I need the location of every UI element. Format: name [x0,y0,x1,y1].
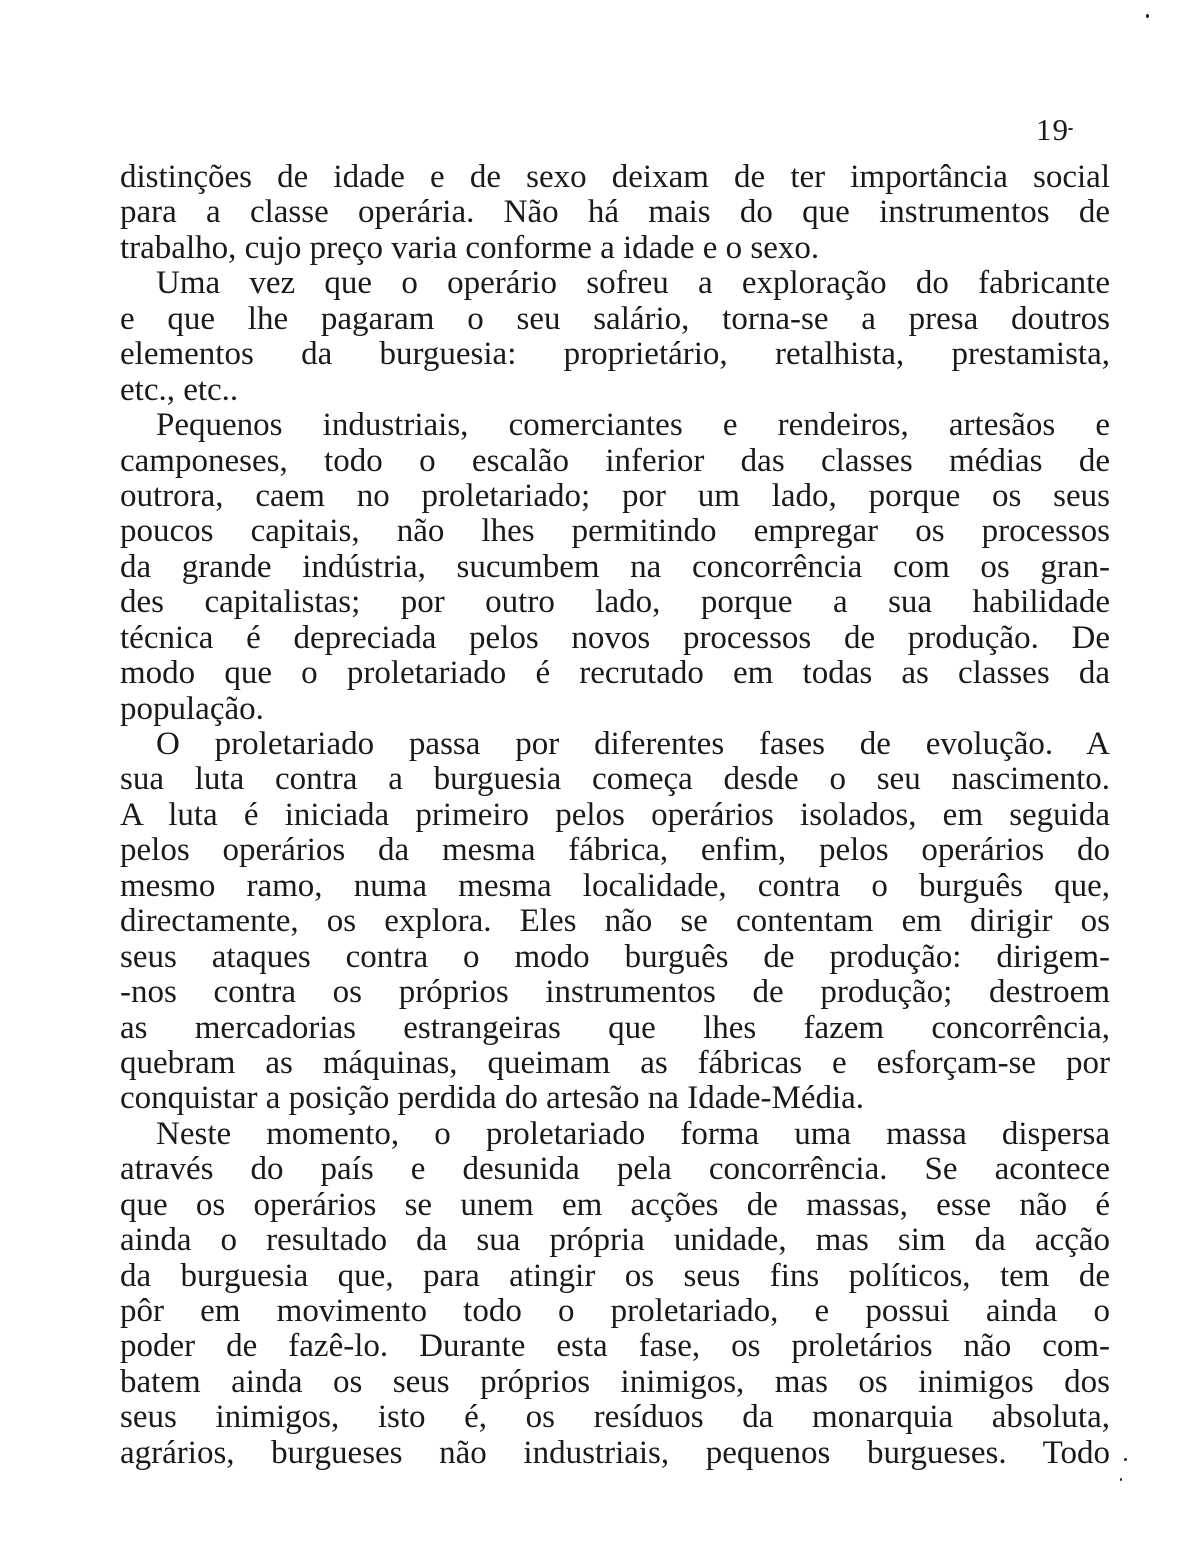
text-line: elementos da burguesia: proprietário, retalhista, prestamista, [120,336,1110,373]
text-line: directamente, os explora. Eles não se contentam em dirigir os [120,903,1110,940]
text-line: para a classe operária. Não há mais do que instrumentos de [120,194,1110,231]
text-line: pôr em movimento todo o proletariado, e possui ainda o [120,1293,1110,1329]
text-line: modo que o proletariado é recrutado em todas as classes da [120,655,1110,692]
text-line: A luta é iniciada primeiro pelos operários isolados, em seguida [120,796,1110,833]
text-line: distinções de idade e de sexo deixam de ter importância social [120,159,1110,195]
text-line: -nos contra os próprios instrumentos de produção; destroem [120,974,1110,1011]
text-line: sua luta contra a burguesia começa desde o seu nascimento. [120,761,1110,798]
scan-speck [1120,1478,1122,1481]
text-line: agrários, burgueses não industriais, pequenos burgueses. Todo [120,1434,1110,1471]
text-line: etc., etc.. [120,371,239,408]
text-line: pelos operários da mesma fábrica, enfim, pelos operários do [120,832,1110,869]
page-number: 19 [1036,112,1069,147]
scan-speck [1146,14,1149,18]
text-line: Pequenos industriais, comerciantes e rendeiros, artesãos e [156,407,1110,444]
text-line: que os operários se unem em acções de massas, esse não é [120,1186,1110,1223]
text-line: e que lhe pagaram o seu salário, torna-se a presa doutros [120,300,1110,337]
text-line: seus inimigos, isto é, os resíduos da monarquia absoluta, [120,1399,1110,1436]
text-line: poder de fazê-lo. Durante esta fase, os proletários não com- [120,1328,1110,1365]
text-line: trabalho, cujo preço varia conforme a idade e o sexo. [120,229,820,266]
text-line: da burguesia que, para atingir os seus fins políticos, tem de [120,1257,1110,1294]
text-line: O proletariado passa por diferentes fases de evolução. A [156,726,1110,762]
text-line: Uma vez que o operário sofreu a exploração do fabricante [156,265,1110,302]
text-line: seus ataques contra o modo burguês de produção: dirigem- [120,938,1110,975]
text-line: técnica é depreciada pelos novos processos de produção. De [120,619,1110,656]
text-line: conquistar a posição perdida do artesão na Idade-Média. [120,1080,865,1117]
text-line: batem ainda os seus próprios inimigos, mas os inimigos dos [120,1363,1110,1400]
text-line: poucos capitais, não lhes permitindo empregar os processos [120,513,1110,550]
text-line: através do país e desunida pela concorrência. Se acontece [120,1151,1110,1188]
text-line: des capitalistas; por outro lado, porque a sua habilidade [120,584,1110,621]
text-line: Neste momento, o proletariado forma uma massa dispersa [156,1115,1110,1152]
text-line: ainda o resultado da sua própria unidade, mas sim da acção [120,1222,1110,1259]
text-line: outrora, caem no proletariado; por um lado, porque os seus [120,477,1110,514]
scan-speck [1124,1458,1127,1461]
text-line: da grande indústria, sucumbem na concorrência com os gran- [120,548,1110,585]
body-text [120,160,1110,1471]
text-line: as mercadorias estrangeiras que lhes fazem concorrência, [120,1009,1110,1046]
text-line: quebram as máquinas, queimam as fábricas e esforçam-se por [120,1044,1110,1081]
text-line: população. [120,690,264,727]
text-line: camponeses, todo o escalão inferior das classes médias de [120,442,1110,479]
text-line: mesmo ramo, numa mesma localidade, contra o burguês que, [120,867,1110,904]
